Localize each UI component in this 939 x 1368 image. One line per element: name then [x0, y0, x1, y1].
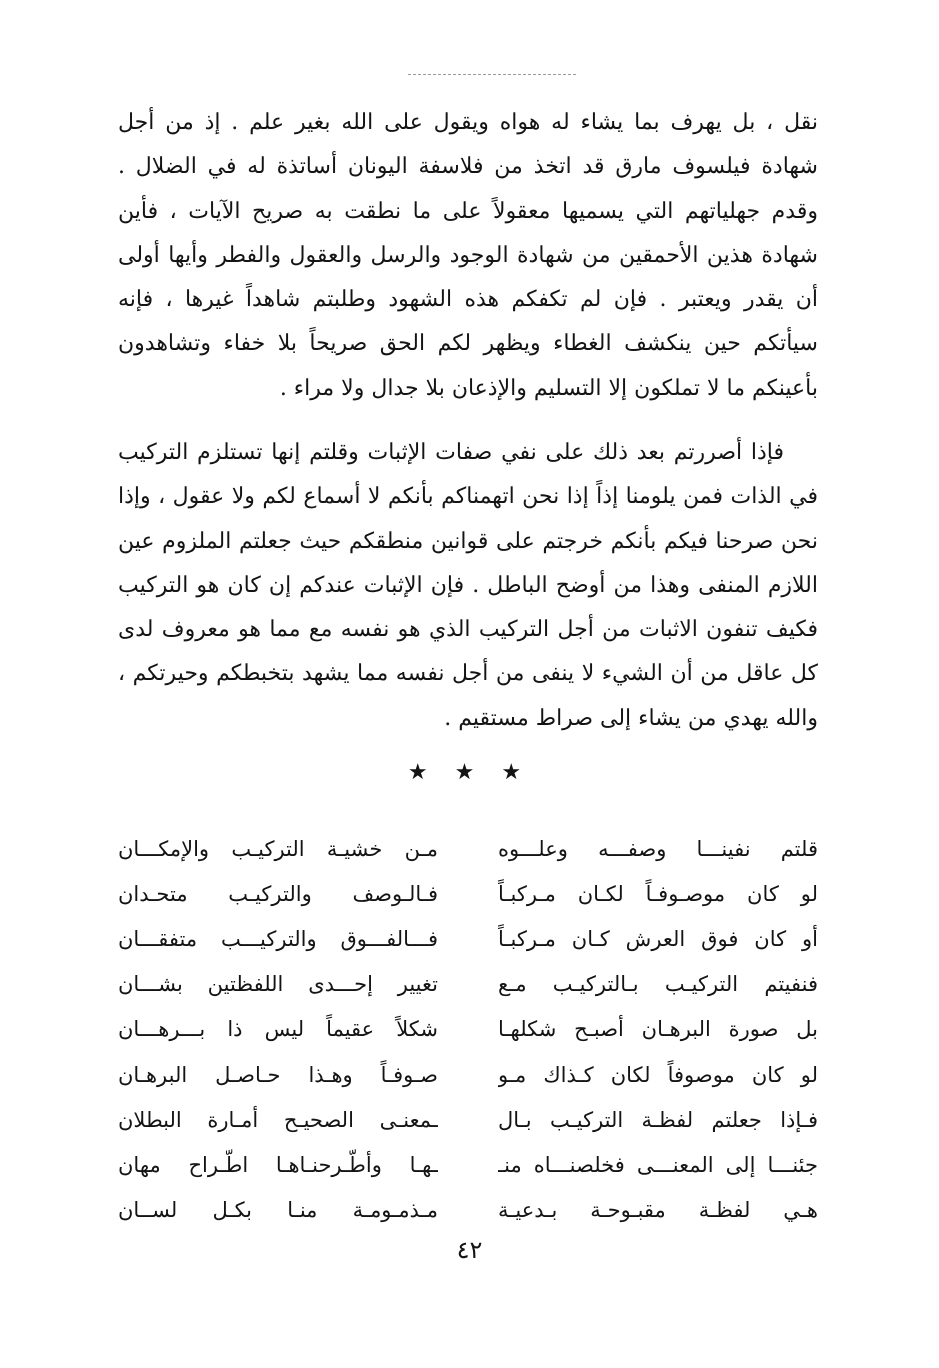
verse-second-hemistich: تغيير إحـــدى اللفظتين بشـــان — [118, 972, 438, 997]
prose-paragraph-2 — [118, 431, 818, 741]
verse-second-hemistich: مـذمـومـة منـا بكـل لســان — [118, 1198, 438, 1223]
prose-paragraph-1 — [118, 101, 818, 411]
verse-first-hemistich: جئنـــا إلى المعنـــى فخلصنـــاه منـ — [498, 1152, 818, 1177]
page-number: ٤٢ — [456, 1236, 483, 1264]
verse-second-hemistich: صـوفـاً وهـذا حـاصـل البرهـان — [118, 1062, 438, 1087]
poem-verse — [118, 962, 818, 1007]
verse-second-hemistich: ـمعنـى الصحيـح أمـارة البطلان — [118, 1107, 438, 1132]
poem-verse — [118, 1097, 818, 1142]
paragraph-text: فإذا أصررتم بعد ذلك على نفي صفات الإثبات وقلتم إنها تستلزم التركيب في الذات فمن يلومنا إذاً إذا نحن اتهمناكم بأنكم لا أسماع لكم ولا عقول ، وإذا نحن صرحنا فيكم بأنكم خرجتم على قوانين منطقكم حيث جعلتم الملزوم عين اللازم المنفى وهذا من أوضح الباطل . فإن الإثبات عندكم إن كان هو التركيب فكيف تنفون الاثبات من أجل التركيب الذي هو نفسه مع مما هو معروف لدى كل عاقل من أن الشيء لا ينفى من أجل نفسه مما يشهد بتخبطكم وحيرتكم ، والله يهدي من يشاء إلى صراط مستقيم . — [118, 440, 818, 731]
verse-second-hemistich: مـن خشيـة التركيـب والإمكـــان — [118, 836, 438, 861]
verse-first-hemistich: بل صورة البرهـان أصبـح شكلهـا — [498, 1017, 818, 1042]
verse-first-hemistich: أو كان فوق العرش كـان مـركبـاً — [498, 926, 818, 951]
poem-verse — [118, 826, 818, 871]
poem-verse — [118, 871, 818, 916]
poem-verse — [118, 1142, 818, 1187]
verse-first-hemistich: لو كان موصوفاً لكان كـذاك مـو — [498, 1062, 818, 1087]
poem-verse — [118, 1188, 818, 1233]
poem-verse — [118, 1007, 818, 1052]
verse-first-hemistich: فنفيتم التركيـب بـالتركيـب مـع — [498, 972, 818, 997]
verse-first-hemistich: هـي لفظـة مقبـوحـة بـدعيـة — [498, 1198, 818, 1223]
top-divider — [408, 74, 576, 75]
poem — [118, 826, 818, 1233]
verse-first-hemistich: فـإذا جعلتم لفظـة التركيـب بـال — [498, 1107, 818, 1132]
poem-verse — [118, 916, 818, 961]
verse-second-hemistich: فـــالفـــوق والتركيـــب متفقـــان — [118, 926, 438, 951]
section-separator: ★ ★ ★ — [407, 760, 532, 785]
verse-first-hemistich: لو كان موصـوفـاً لكـان مـركبـاً — [498, 881, 818, 906]
poem-verse — [118, 1052, 818, 1097]
verse-first-hemistich: قلتم نفينـــا وصفـــه وعلـــوه — [498, 836, 818, 861]
paragraph-text: نقل ، بل يهرف بما يشاء له هواه ويقول على الله بغير علم . إذ من أجل شهادة فيلسوف مارق قد اتخذ من فلاسفة اليونان أساتذة له في الضلال . وقدم جهلياتهم التي يسميها معقولاً على ما نطقت به صريح الآيات ، فأين شهادة هذين الأحمقين من شهادة الوجود والرسل والعقول والفطر وأيها أولى أن يقدر ويعتبر . فإن لم تكفكم هذه الشهود وطلبتم شاهداً غيرها ، فإنه سيأتكم حين ينكشف الغطاء ويظهر لكم الحق صريحاً بلا خفاء وتشاهدون بأعينكم ما لا تملكون إلا التسليم والإذعان بلا جدال ولا مراء . — [118, 110, 819, 401]
verse-second-hemistich: شكلاً عقيماً ليس ذا بـــرهـــان — [118, 1017, 438, 1042]
verse-second-hemistich: فـالـوصف والتركيـب متحـدان — [118, 881, 438, 906]
verse-second-hemistich: ـهـا وأطّـرحنـاهـا اطّـراح مهان — [118, 1152, 438, 1177]
